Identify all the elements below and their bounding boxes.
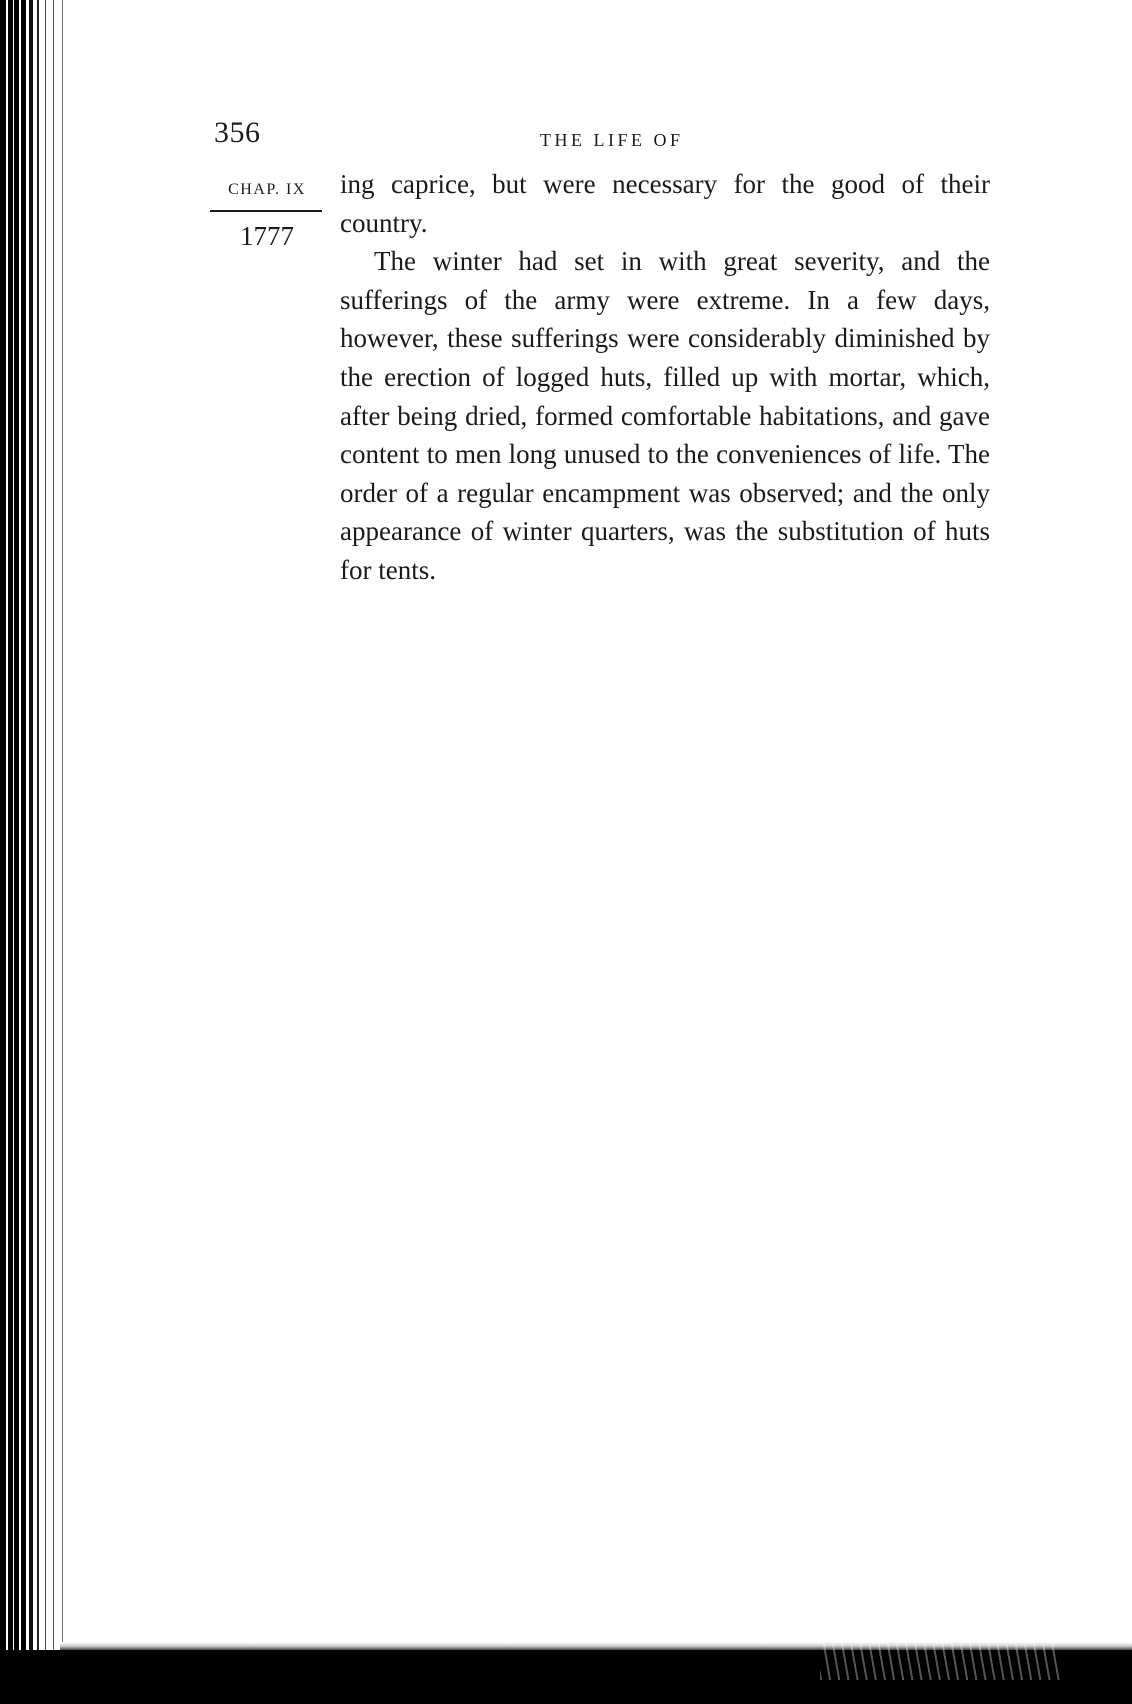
page-number: 356 — [214, 116, 261, 149]
paragraph: The winter had set in with great severity, and the sufferings of the army were extreme. In a few days, however, these sufferings were considerably diminished by the erection of logged huts, filled up with mortar, which, after being dried, formed comfortable habitations, and gave content to men long unused to the conveniences of life. The order of a regular encampment was observed; and the only appearance of winter quarters, was the substitution of huts for tents. — [340, 246, 990, 585]
running-head: THE LIFE OF — [540, 130, 684, 150]
margin-year: 1777 — [240, 221, 294, 251]
scan-noise — [820, 1640, 1060, 1680]
book-gutter — [0, 0, 80, 1704]
margin-divider — [210, 210, 322, 212]
paragraph: ing caprice, but were necessary for the good of their country. — [340, 169, 990, 238]
body-text — [340, 165, 990, 590]
margin-chapter-label: CHAP. IX — [228, 181, 306, 198]
